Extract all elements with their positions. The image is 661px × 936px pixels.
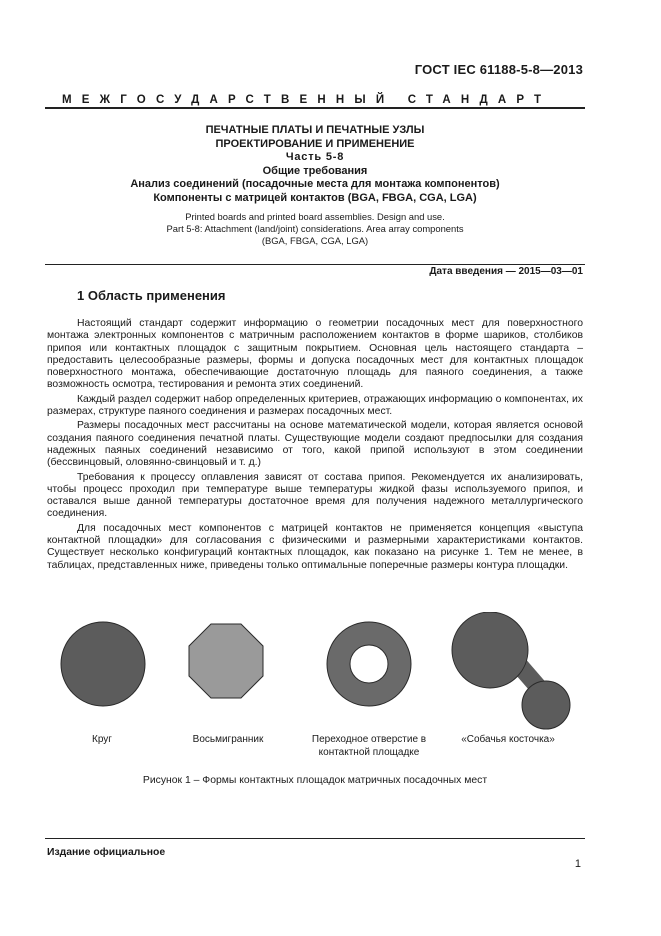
page-number: 1 xyxy=(574,858,581,870)
english-title-line-3: (BGA, FBGA, CGA, LGA) xyxy=(261,235,369,246)
via-in-pad-hole xyxy=(350,645,388,683)
caption-via-in-pad: Переходное отверстие в контактной площадке xyxy=(311,734,427,758)
paragraph: Каждый раздел содержит набор определенных критериев, отражающих информацию о компонентах, их размерах, структуре паяного соединения и размерах посадочных мест. xyxy=(47,393,583,418)
dogbone-pad-shape xyxy=(452,612,570,729)
figure-pad-shapes xyxy=(40,612,600,732)
paragraph: Настоящий стандарт содержит информацию о геометрии посадочных мест для поверхностного монтажа электронных компонентов с матричным расположением контактов в форме шариков, столбиков припоя или контактных площадок с защитным покрытием. Основная цель настоящего стандарта – предоставить целесообразные размеры, формы и допуска посадочных мест для контактных площадок поверхностного монтажа, обеспечивающие достаточную площадь для паяного соединения, а также возможность осмотра, тестирования и ремонта этих соединений. xyxy=(47,318,583,391)
bottom-rule xyxy=(45,838,585,839)
section-heading: 1 Область применения xyxy=(77,288,226,303)
gost-code: ГОСТ IEC 61188-5-8—2013 xyxy=(414,62,583,77)
caption-circle: Круг xyxy=(92,734,112,745)
english-title xyxy=(45,211,585,247)
title-line-4: Общие требования xyxy=(262,164,368,177)
caption-dogbone: «Собачья косточка» xyxy=(461,734,555,745)
paragraph: Требования к процессу оплавления зависят от состава припоя. Рекомендуется их анализировать, чтобы процесс проходил при температуре выше температуры жидкой фазы используемого припоя, и оставался выше данной температуры достаточное время для получения надежного металлургического соединения. xyxy=(47,471,583,520)
body-text xyxy=(47,318,583,574)
title-line-6: Компоненты с матрицей контактов (BGA, FBGA, CGA, LGA) xyxy=(153,191,477,204)
title-block xyxy=(45,124,585,206)
introduction-date: Дата введения — 2015—03—01 xyxy=(429,266,583,277)
top-rule xyxy=(45,107,585,109)
middle-rule xyxy=(45,264,585,265)
title-part: Часть 5-8 xyxy=(285,151,345,164)
english-title-line-1: Printed boards and printed board assemblies. Design and use. xyxy=(185,211,445,222)
circle-pad-shape xyxy=(61,622,145,706)
dogbone-via xyxy=(522,681,570,729)
caption-octagon: Восьмигранник xyxy=(192,734,264,745)
standard-type: МЕЖГОСУДАРСТВЕННЫЙ СТАНДАРТ xyxy=(62,94,552,106)
dogbone-pad xyxy=(452,612,528,688)
octagon-pad-shape xyxy=(189,624,263,698)
figure-title: Рисунок 1 – Формы контактных площадок матричных посадочных мест xyxy=(142,775,488,786)
paragraph: Для посадочных мест компонентов с матрицей контактов не применяется концепция «выступа контактной площадки» для согласования с физическими и размерными характеристиками контактов. Существует несколько конфигураций контактных площадок, как показано на рисунке 1. Тем не менее, в таблицах, представленных ниже, приведены только оптимальные поперечные размеры контура площадки. xyxy=(47,522,583,571)
official-edition: Издание официальное xyxy=(47,847,166,858)
title-line-2: ПРОЕКТИРОВАНИЕ И ПРИМЕНЕНИЕ xyxy=(215,137,415,150)
paragraph: Размеры посадочных мест рассчитаны на основе математической модели, которая является основой создания паяного соединения печатной платы. Существующие модели создают предпосылки для создания надежных паяных соединений независимо от того, какой припой используют в этом соединении (бессвинцовый, оловянно-свинцовый и т. д.) xyxy=(47,420,583,469)
english-title-line-2: Part 5-8: Attachment (land/joint) considerations. Area array components xyxy=(166,223,464,234)
via-in-pad-shape xyxy=(327,622,411,706)
title-line-1: ПЕЧАТНЫЕ ПЛАТЫ И ПЕЧАТНЫЕ УЗЛЫ xyxy=(205,124,425,136)
title-line-5: Анализ соединений (посадочные места для монтажа компонентов) xyxy=(130,178,500,191)
